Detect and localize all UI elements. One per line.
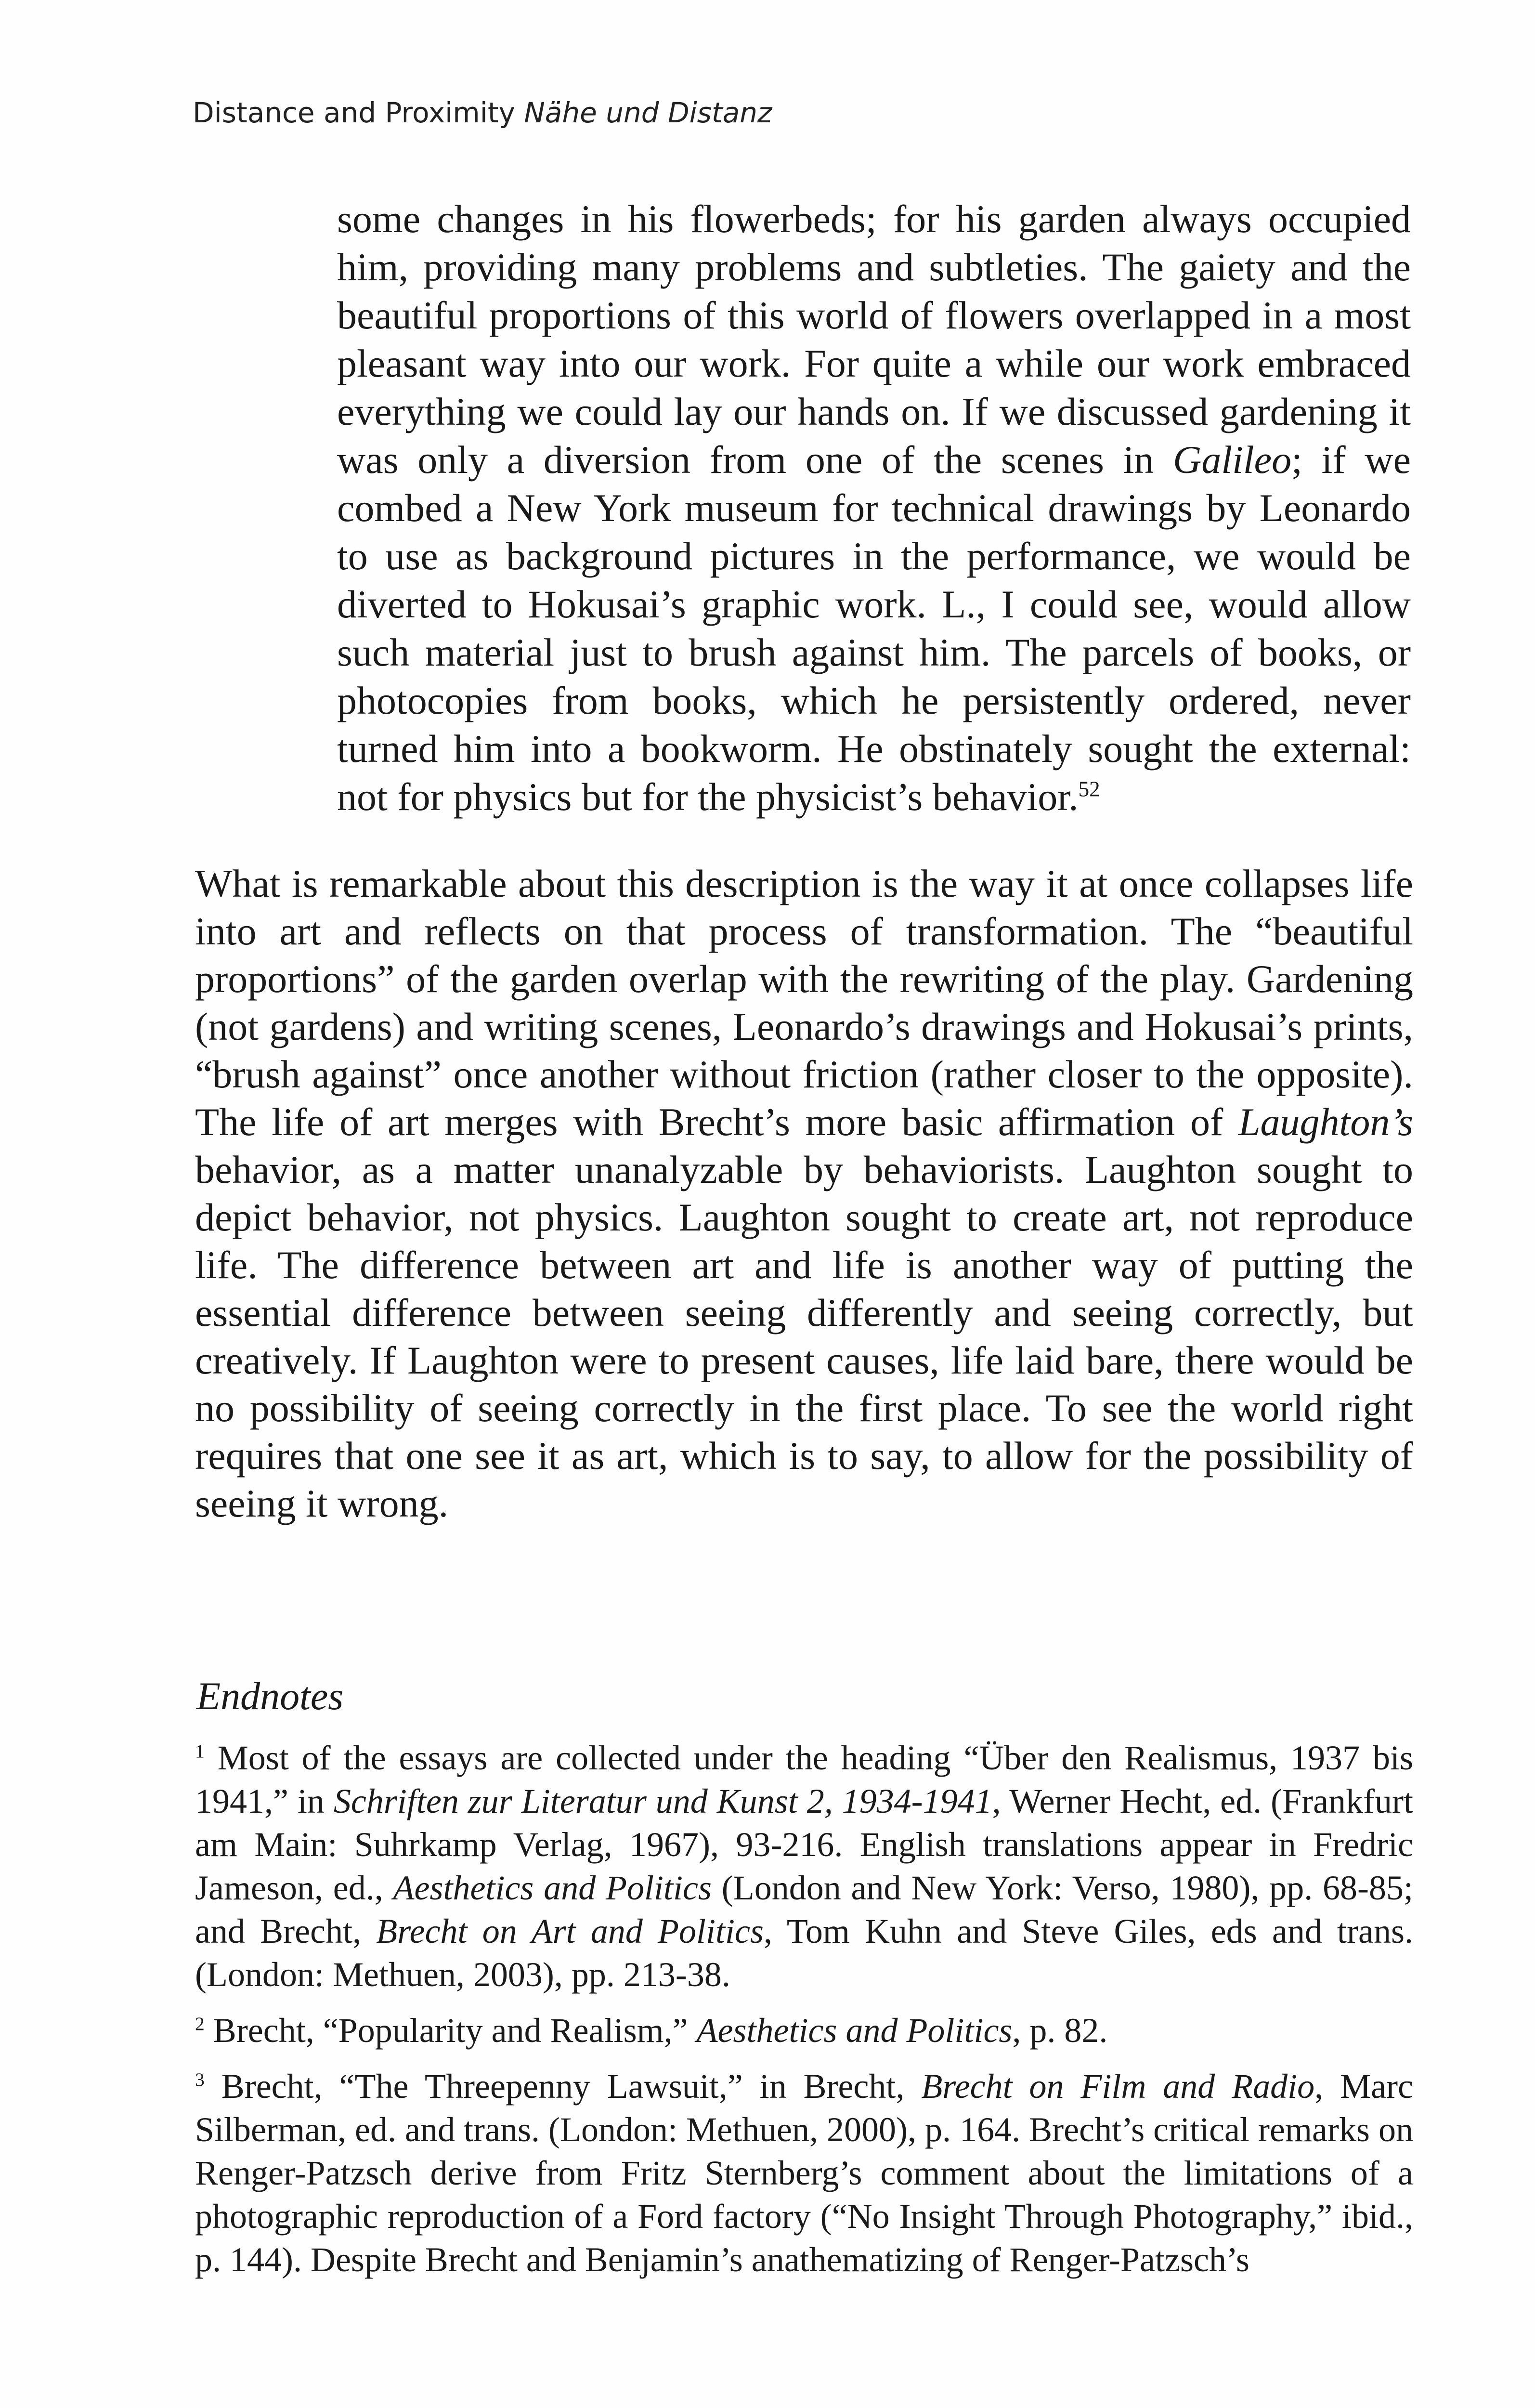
endnote-number: 2 xyxy=(195,2013,205,2034)
endnote-text: , Tom Kuhn and Steve Giles, eds and trans. (London: Methuen, 2003), pp. 213-38. xyxy=(195,1912,1414,1994)
paragraph-text: What is remarkable about this description is the way it at once collapses life into art and reflects on that process of transformation. The “beautiful proportions” of the garden overlap with the rewriting of the play. Gardening (not gardens) and writing scenes, Leonardo’s drawings and Hokusai’s prints, “brush against” once another without friction (rather closer to the opposite). The life of art merges with Brecht’s more basic affirmation of xyxy=(195,862,1413,1144)
endnote-number: 3 xyxy=(195,2069,205,2090)
running-head-german-title: Nähe und Distanz xyxy=(524,96,772,129)
endnote-text: Most of the essays are collected under the heading “Über den Realismus, 1937 bis 1941,” in xyxy=(195,1739,1413,1820)
running-head-title: Distance and Proximity xyxy=(193,96,515,129)
body-paragraph xyxy=(195,860,1413,1527)
endnote-number: 1 xyxy=(195,1741,205,1762)
endnote-text: , Werner Hecht, ed. (Frankfurt am Main: Suhrkamp Verlag, 1967), 93-216. English translations appear in Fredric Jameson, ed., xyxy=(195,1782,1414,1907)
endnote-italic-title: Aesthetics and Politics xyxy=(393,1869,712,1907)
endnote-italic-title: Brecht on Film and Radio xyxy=(921,2067,1315,2106)
paragraph-text: behavior, as a matter unanalyzable by behaviorists. Laughton sought to depict behavior, not physics. Laughton sought to create art, not reproduce life. The difference between art and life is another way of putting the essential difference between seeing differently and seeing correctly, but creatively. If Laughton were to present causes, life laid bare, there would be no possibility of seeing correctly in the first place. To see the world right requires that one see it as art, which is to say, to allow for the possibility of seeing it wrong. xyxy=(195,1148,1413,1525)
footnote-reference: 52 xyxy=(1078,777,1100,801)
endnote-text: , Marc Silberman, ed. and trans. (London: Methuen, 2000), p. 164. Brecht’s critical remarks on Renger-Patzsch derive from Fritz Sternberg’s comment about the limitations of a photographic reproduction of a Ford factory (“No Insight Through Photography,” ibid., p. 144). Despite Brecht and Benjamin’s anathematizing of Renger-Patzsch’s xyxy=(195,2067,1413,2279)
endnotes-heading: Endnotes xyxy=(196,1674,344,1718)
running-head xyxy=(193,96,772,129)
paragraph-italic: Laughton’s xyxy=(1238,1100,1413,1144)
block-quotation xyxy=(337,195,1411,821)
endnote-text: , p. 82. xyxy=(1012,2011,1108,2050)
quote-text: ; if we combed a New York museum for technical drawings by Leonardo to use as background pictures in the performance, we would be diverted to Hokusai’s graphic work. L., I could see, would allow such material just to brush against him. The parcels of books, or photocopies from books, which he persistently ordered, never turned him into a bookworm. He obstinately sought the external: not for physics but for the physicist’s behavior. xyxy=(337,438,1411,819)
endnote-1 xyxy=(195,1736,1413,1996)
quote-italic-title: Galileo xyxy=(1173,438,1292,482)
endnote-text: (London and New York: Verso, 1980), pp. 68-85; and Brecht, xyxy=(195,1869,1413,1950)
endnote-text: Brecht, “The Threepenny Lawsuit,” in Brecht, xyxy=(204,2067,922,2106)
endnote-italic-title: Brecht on Art and Politics xyxy=(376,1912,764,1950)
endnote-text: Brecht, “Popularity and Realism,” xyxy=(204,2011,697,2050)
quote-text: some changes in his flowerbeds; for his garden always occupied him, providing many problems and subtleties. The gaiety and the beautiful proportions of this world of flowers overlapped in a most pleasant way into our work. For quite a while our work embraced everything we could lay our hands on. If we discussed gardening it was only a diversion from one of the scenes in xyxy=(337,197,1411,482)
endnote-2 xyxy=(195,2009,1413,2052)
endnote-italic-title: Schriften zur Literatur und Kunst 2, 1934-1941 xyxy=(333,1782,992,1820)
endnote-italic-title: Aesthetics and Politics xyxy=(696,2011,1013,2050)
endnotes-list xyxy=(195,1736,1413,2294)
endnote-3 xyxy=(195,2065,1413,2281)
